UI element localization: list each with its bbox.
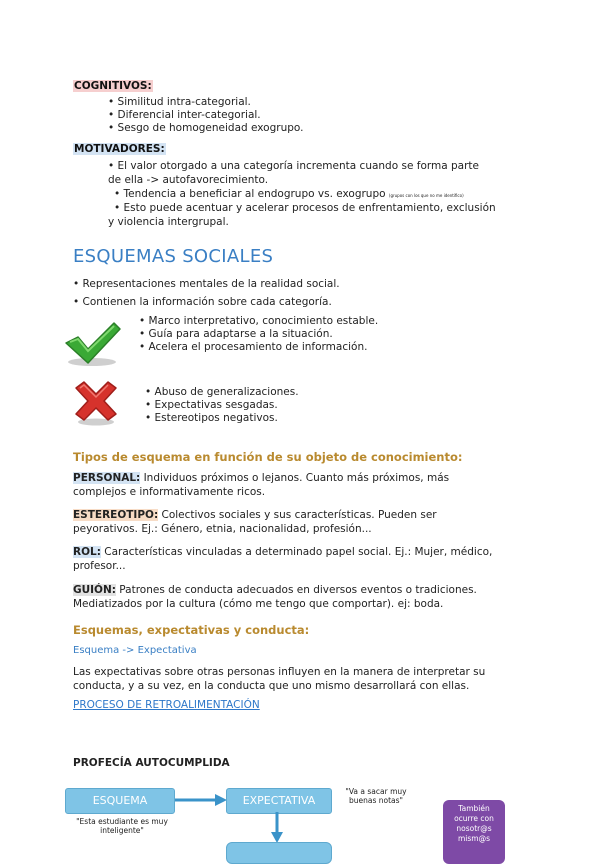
- esquema-note: [68, 817, 176, 835]
- list-item: • Acelera el procesamiento de información.: [139, 341, 368, 353]
- red-x-icon: [72, 380, 120, 426]
- tipo-text: Características vinculadas a determinado papel social. Ej.: Mujer, médico,: [100, 546, 493, 558]
- motivadores-list: [108, 160, 479, 173]
- bubble-line: mism@s: [457, 834, 490, 843]
- list-item: • Marco interpretativo, conocimiento estable.: [139, 315, 379, 327]
- bubble-line: nosotr@s: [456, 824, 492, 833]
- tambien-bubble: [443, 800, 505, 864]
- bubble-line: ocurre con: [454, 814, 494, 823]
- list-item-continuation: de ella -> autofavorecimiento.: [108, 174, 269, 186]
- list-item-text: • Tendencia a beneficiar al endogrupo vs. exogrupo: [114, 188, 386, 200]
- list-item: • Guía para adaptarse a la situación.: [139, 328, 333, 340]
- list-item: • Contienen la información sobre cada categoría.: [73, 296, 332, 308]
- expectativas-paragraph: [73, 666, 485, 693]
- expectativas-heading: Esquemas, expectativas y conducta:: [73, 623, 310, 637]
- tipo-label: GUIÓN:: [73, 584, 116, 596]
- tipo-text-cont: peyorativos. Ej.: Género, etnia, nacionalidad, profesión...: [73, 522, 372, 535]
- note-line: buenas notas": [348, 796, 403, 805]
- expectativa-box: EXPECTATIVA: [226, 788, 332, 814]
- note-line: "Va a sacar muy: [345, 787, 407, 796]
- cons-list: [145, 386, 299, 425]
- cognitivos-list: [108, 96, 303, 135]
- motivadores-label: MOTIVADORES:: [74, 143, 165, 155]
- next-step-box: [226, 842, 332, 864]
- arrow-down-icon: [269, 812, 285, 844]
- tipo-text-cont: Mediatizados por la cultura (cómo me tengo que comportar). ej: boda.: [73, 597, 444, 610]
- green-checkmark-icon: [62, 319, 124, 367]
- tipo-text: Patrones de conducta adecuados en diversos eventos o tradiciones.: [115, 584, 477, 596]
- list-item: [114, 188, 464, 202]
- tipo-text-cont: complejos e informativamente ricos.: [73, 485, 266, 498]
- list-item: • Representaciones mentales de la realidad social.: [73, 278, 340, 290]
- list-item: • Similitud intra-categorial.: [108, 96, 251, 108]
- list-item: • Abuso de generalizaciones.: [145, 386, 299, 398]
- tipo-guion: [73, 584, 477, 611]
- tipos-heading: Tipos de esquema en función de su objeto de conocimiento:: [73, 450, 463, 464]
- list-item: • Expectativas sesgadas.: [145, 399, 278, 411]
- cognitivos-label: COGNITIVOS:: [74, 80, 152, 92]
- list-item-continuation: y violencia intergrupal.: [108, 216, 229, 228]
- retroalimentacion-link[interactable]: PROCESO DE RETROALIMENTACIÓN: [73, 699, 260, 711]
- list-item: • Estereotipos negativos.: [145, 412, 278, 424]
- tipo-estereotipo: [73, 509, 437, 536]
- note-line: "Esta estudiante es muy: [76, 817, 168, 826]
- esquema-box: ESQUEMA: [65, 788, 175, 814]
- arrow-right-icon: [173, 792, 229, 808]
- list-item-note: (grupos con los que no me identifico): [388, 193, 464, 198]
- profecia-title: PROFECÍA AUTOCUMPLIDA: [73, 757, 230, 769]
- expectativas-subheading: Esquema -> Expectativa: [73, 645, 197, 656]
- paragraph-line: conducta, y a su vez, en la conducta que uno mismo desarrollará con ellas.: [73, 679, 470, 692]
- tipo-label: ROL:: [73, 546, 101, 558]
- pros-list: [139, 315, 378, 354]
- paragraph-line: Las expectativas sobre otras personas influyen en la manera de interpretar su: [73, 666, 486, 678]
- tipo-personal: [73, 472, 449, 499]
- section-title: ESQUEMAS SOCIALES: [73, 246, 274, 267]
- tipo-text-cont: profesor...: [73, 559, 126, 572]
- list-item: • Esto puede acentuar y acelerar procesos de enfrentamiento, exclusión: [114, 202, 496, 214]
- bubble-line: También: [458, 804, 490, 813]
- list-item: • Sesgo de homogeneidad exogrupo.: [108, 122, 304, 134]
- tipo-rol: [73, 546, 492, 573]
- tipo-text: Individuos próximos o lejanos. Cuanto más próximos, más: [140, 472, 450, 484]
- list-item: • El valor otorgado a una categoría incrementa cuando se forma parte: [108, 160, 480, 172]
- tipo-text: Colectivos sociales y sus características. Pueden ser: [158, 509, 437, 521]
- list-item: • Diferencial inter-categorial.: [108, 109, 261, 121]
- expectativa-note: [334, 787, 418, 805]
- note-line: inteligente": [100, 826, 144, 835]
- tipo-label: ESTEREOTIPO:: [73, 509, 159, 521]
- tipo-label: PERSONAL:: [73, 472, 141, 484]
